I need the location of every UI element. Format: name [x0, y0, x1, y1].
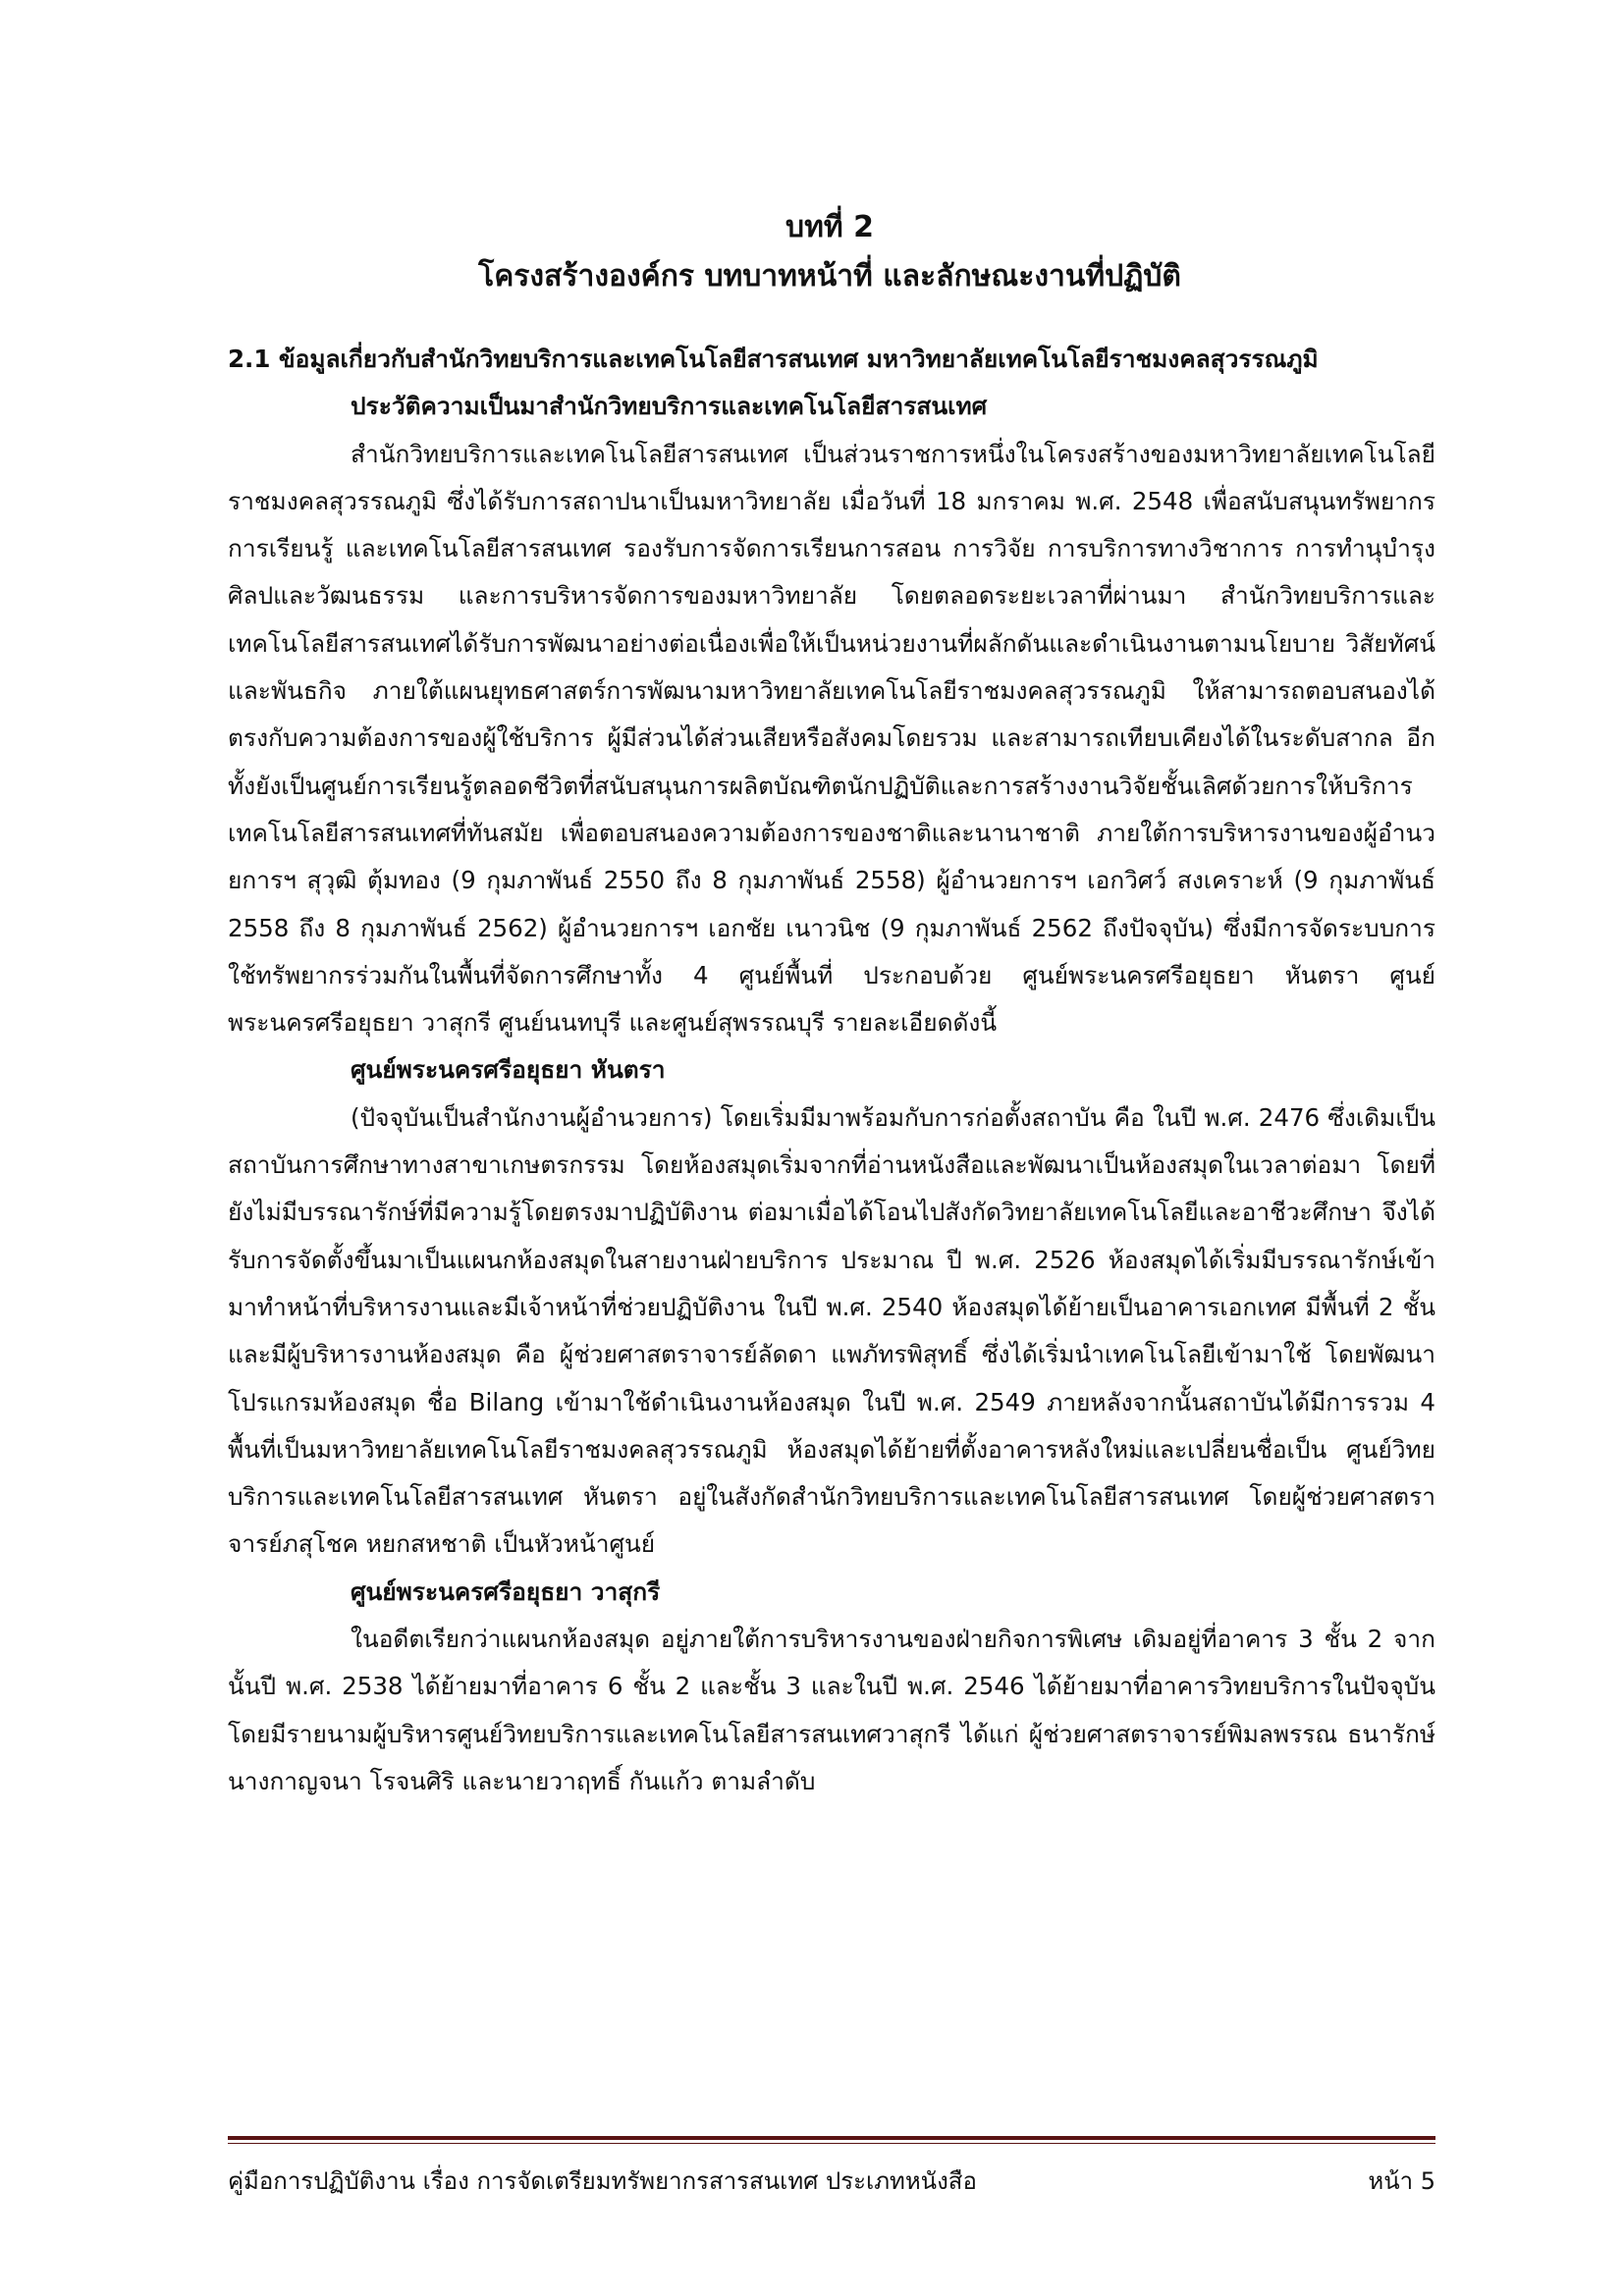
footer-divider	[228, 2136, 1435, 2140]
footer-divider-thin	[228, 2143, 1435, 2144]
body-text	[228, 336, 1435, 1805]
history-paragraph: สำนักวิทยบริการและเทคโนโลยีสารสนเทศ เป็นส่วนราชการหนึ่งในโครงสร้างของมหาวิทยาลัยเทคโนโลยีราชมงคลสุวรรณภูมิ ซึ่งได้รับการสถาปนาเป็นมหาวิทยาลัย เมื่อวันที่ 18 มกราคม พ.ศ. 2548 เพื่อสนับสนุนทรัพยากรการเรียนรู้ และเทคโนโลยีสารสนเทศ รองรับการจัดการเรียนการสอน การวิจัย การบริการทางวิชาการ การทำนุบำรุงศิลปและวัฒนธรรม และการบริหารจัดการของมหาวิทยาลัย โดยตลอดระยะเวลาที่ผ่านมา สำนักวิทยบริการและเทคโนโลยีสารสนเทศได้รับการพัฒนาอย่างต่อเนื่องเพื่อให้เป็นหน่วยงานที่ผลักดันและดำเนินงานตามนโยบาย วิสัยทัศน์และพันธกิจ ภายใต้แผนยุทธศาสตร์การพัฒนามหาวิทยาลัยเทคโนโลยีราชมงคลสุวรรณภูมิ ให้สามารถตอบสนองได้ตรงกับความต้องการของผู้ใช้บริการ ผู้มีส่วนได้ส่วนเสียหรือสังคมโดยรวม และสามารถเทียบเคียงได้ในระดับสากล อีกทั้งยังเป็นศูนย์การเรียนรู้ตลอดชีวิตที่สนับสนุนการผลิตบัณฑิตนักปฏิบัติและการสร้างงานวิจัยชั้นเลิศด้วยการให้บริการเทคโนโลยีสารสนเทศที่ทันสมัย เพื่อตอบสนองความต้องการของชาติและนานาชาติ ภายใต้การบริหารงานของผู้อำนวยการฯ สุวุฒิ ตุ้มทอง (9 กุมภาพันธ์ 2550 ถึง 8 กุมภาพันธ์ 2558) ผู้อำนวยการฯ เอกวิศว์ สงเคราะห์ (9 กุมภาพันธ์ 2558 ถึง 8 กุมภาพันธ์ 2562) ผู้อำนวยการฯ เอกชัย เนาวนิช (9 กุมภาพันธ์ 2562 ถึงปัจจุบัน) ซึ่งมีการจัดระบบการใช้ทรัพยากรร่วมกันในพื้นที่จัดการศึกษาทั้ง 4 ศูนย์พื้นที่ ประกอบด้วย ศูนย์พระนครศรีอยุธยา หันตรา ศูนย์พระนครศรีอยุธยา วาสุกรี ศูนย์นนทบุรี และศูนย์สุพรรณบุรี รายละเอียดดังนี้	[228, 439, 1435, 1038]
chapter-number: บทที่ 2	[785, 210, 874, 244]
huntra-heading: ศูนย์พระนครศรีอยุธยา หันตรา	[351, 1055, 666, 1085]
chapter-title: โครงสร้างองค์กร บทบาทหน้าที่ และลักษณะงานที่ปฏิบัติ	[478, 259, 1181, 294]
page-number: หน้า 5	[1368, 2167, 1435, 2195]
footer-document-title: คู่มือการปฏิบัติงาน เรื่อง การจัดเตรียมทรัพยากรสารสนเทศ ประเภทหนังสือ	[228, 2167, 977, 2195]
wasukri-paragraph: ในอดีตเรียกว่าแผนกห้องสมุด อยู่ภายใต้การบริหารงานของฝ่ายกิจการพิเศษ เดิมอยู่ที่อาคาร 3 ชั้น 2 จากนั้นปี พ.ศ. 2538 ได้ย้ายมาที่อาคาร 6 ชั้น 2 และชั้น 3 และในปี พ.ศ. 2546 ได้ย้ายมาที่อาคารวิทยบริการในปัจจุบัน โดยมีรายนามผู้บริหารศูนย์วิทยบริการและเทคโนโลยีสารสนเทศวาสุกรี ได้แก่ ผู้ช่วยศาสตราจารย์พิมลพรรณ ธนารักษ์ นางกาญจนา โรจนศิริ และนายวาฤทธิ์ กันแก้ว ตามลำดับ	[228, 1625, 1435, 1795]
huntra-paragraph: (ปัจจุบันเป็นสำนักงานผู้อำนวยการ) โดยเริ่มมีมาพร้อมกับการก่อตั้งสถาบัน คือ ในปี พ.ศ. 2476 ซึ่งเดิมเป็นสถาบันการศึกษาทางสาขาเกษตรกรรม โดยห้องสมุดเริ่มจากที่อ่านหนังสือและพัฒนาเป็นห้องสมุดในเวลาต่อมา โดยที่ยังไม่มีบรรณารักษ์ที่มีความรู้โดยตรงมาปฏิบัติงาน ต่อมาเมื่อได้โอนไปสังกัดวิทยาลัยเทคโนโลยีและอาชีวะศึกษา จึงได้รับการจัดตั้งขึ้นมาเป็นแผนกห้องสมุดในสายงานฝ่ายบริการ ประมาณ ปี พ.ศ. 2526 ห้องสมุดได้เริ่มมีบรรณารักษ์เข้ามาทำหน้าที่บริหารงานและมีเจ้าหน้าที่ช่วยปฏิบัติงาน ในปี พ.ศ. 2540 ห้องสมุดได้ย้ายเป็นอาคารเอกเทศ มีพื้นที่ 2 ชั้น และมีผู้บริหารงานห้องสมุด คือ ผู้ช่วยศาสตราจารย์ลัดดา แพภัทรพิสุทธิ์ ซึ่งได้เริ่มนำเทคโนโลยีเข้ามาใช้ โดยพัฒนาโปรแกรมห้องสมุด ชื่อ Bilang เข้ามาใช้ดำเนินงานห้องสมุด ในปี พ.ศ. 2549 ภายหลังจากนั้นสถาบันได้มีการรวม 4 พื้นที่เป็นมหาวิทยาลัยเทคโนโลยีราชมงคลสุวรรณภูมิ ห้องสมุดได้ย้ายที่ตั้งอาคารหลังใหม่และเปลี่ยนชื่อเป็น ศูนย์วิทยบริการและเทคโนโลยีสารสนเทศ หันตรา อยู่ในสังกัดสำนักวิทยบริการและเทคโนโลยีสารสนเทศ โดยผู้ช่วยศาสตราจารย์ภสุโชค หยกสหชาติ เป็นหัวหน้าศูนย์	[228, 1102, 1435, 1559]
wasukri-heading: ศูนย์พระนครศรีอยุธยา วาสุกรี	[351, 1576, 661, 1606]
history-heading: ประวัติความเป็นมาสำนักวิทยบริการและเทคโนโลยีสารสนเทศ	[351, 392, 988, 421]
section-heading: 2.1 ข้อมูลเกี่ยวกับสำนักวิทยบริการและเทคโนโลยีสารสนเทศ มหาวิทยาลัยเทคโนโลยีราชมงคลสุวรรณภูมิ	[228, 345, 1319, 373]
